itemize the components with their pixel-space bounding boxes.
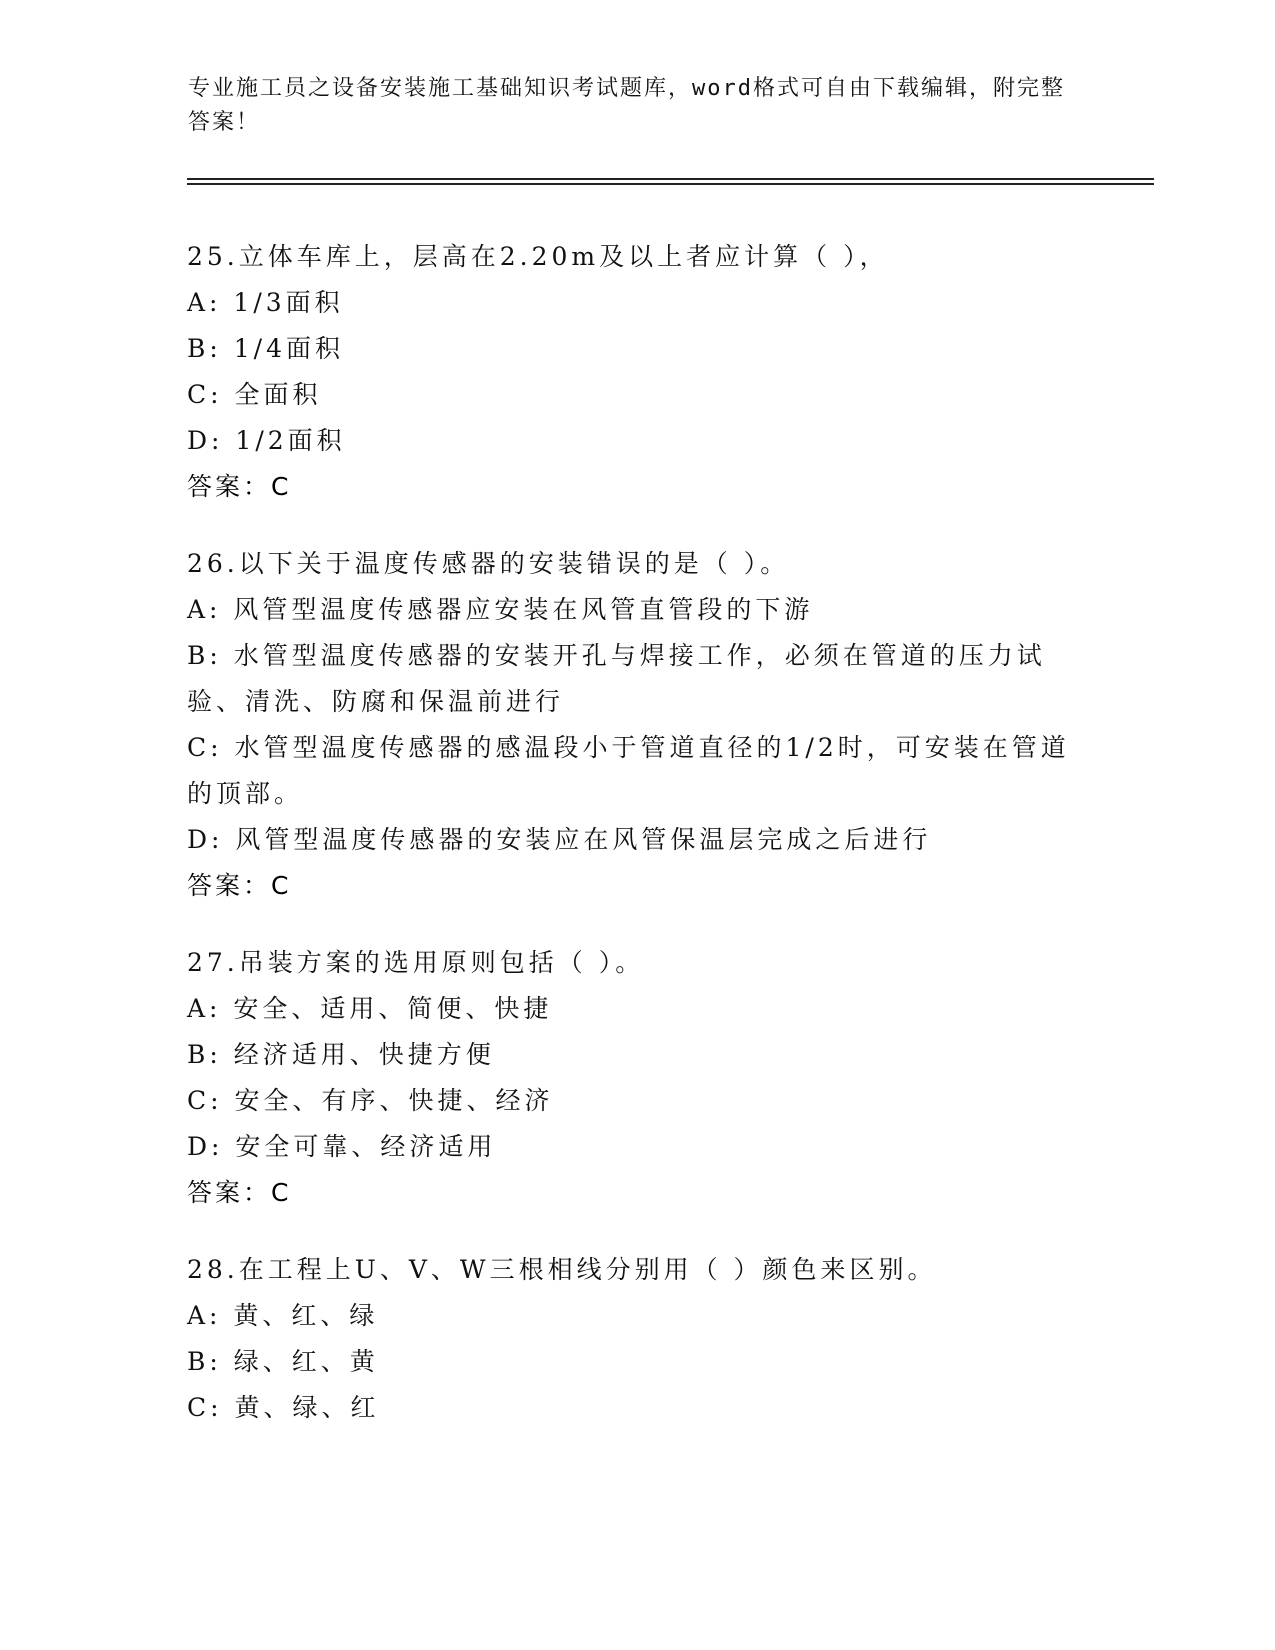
answer-label: 答案：C xyxy=(187,472,292,501)
option-d: D: 风管型温度传感器的安装应在风管保温层完成之后进行 xyxy=(187,825,932,854)
option-c: C: 水管型温度传感器的感温段小于管道直径的1/2时，可安装在管道的顶部。 xyxy=(187,733,1070,808)
header-rule-top xyxy=(187,178,1154,180)
question-28 xyxy=(187,1247,1087,1431)
question-stem: 28.在工程上U、V、W三根相线分别用（ ）颜色来区别。 xyxy=(187,1255,937,1284)
question-27 xyxy=(187,940,1087,1216)
option-c: C: 黄、绿、红 xyxy=(187,1393,380,1422)
answer-label: 答案：C xyxy=(187,871,292,900)
option-a: A: 安全、适用、简便、快捷 xyxy=(187,994,553,1023)
header-rule-bottom xyxy=(187,183,1154,185)
option-b: B: 经济适用、快捷方便 xyxy=(187,1040,495,1069)
question-stem: 27.吊装方案的选用原则包括（ ）。 xyxy=(187,948,645,977)
document-header: 专业施工员之设备安装施工基础知识考试题库，word格式可自由下载编辑，附完整答案！ xyxy=(188,76,1065,135)
option-a: A: 1/3面积 xyxy=(187,288,344,317)
question-stem: 26.以下关于温度传感器的安装错误的是（ ）。 xyxy=(187,549,790,578)
option-d: D: 安全可靠、经济适用 xyxy=(187,1132,497,1161)
option-a: A: 风管型温度传感器应安装在风管直管段的下游 xyxy=(187,595,814,624)
question-26 xyxy=(187,541,1087,909)
option-d: D: 1/2面积 xyxy=(187,426,346,455)
question-25 xyxy=(187,234,1087,510)
option-c: C: 安全、有序、快捷、经济 xyxy=(187,1086,554,1115)
question-list xyxy=(187,234,1087,1462)
question-stem: 25.立体车库上，层高在2.20m及以上者应计算（ ）， xyxy=(187,242,889,271)
option-b: B: 水管型温度传感器的安装开孔与焊接工作，必须在管道的压力试验、清洗、防腐和保温前进行 xyxy=(187,641,1046,716)
option-b: B: 绿、红、黄 xyxy=(187,1347,379,1376)
option-b: B: 1/4面积 xyxy=(187,334,344,363)
option-a: A: 黄、红、绿 xyxy=(187,1301,379,1330)
option-c: C: 全面积 xyxy=(187,380,322,409)
answer-label: 答案：C xyxy=(187,1178,292,1207)
